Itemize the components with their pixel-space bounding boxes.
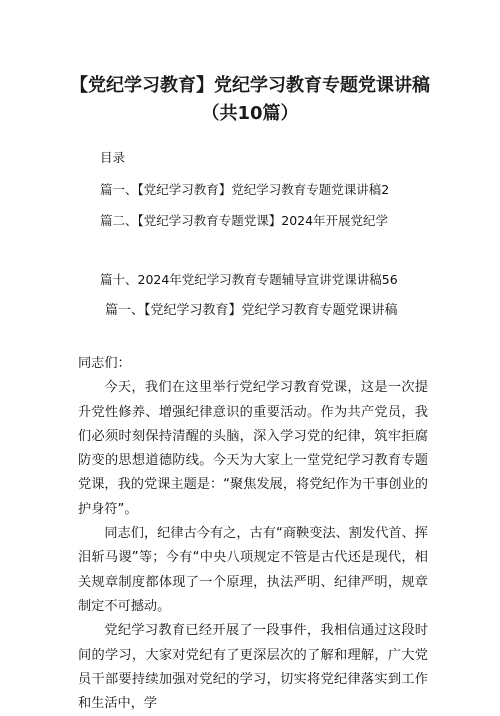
section-heading: 篇一、【党纪学习教育】党纪学习教育专题党课讲稿: [105, 303, 398, 318]
paragraph: 党纪学习教育已经开展了一段事件，我相信通过这段时间的学习，大家对党纪有了更深层次的了解和理解，广大党员干部要持续加强对党纪的学习，切实将党纪律落实到工作和生活中，学: [78, 623, 428, 712]
body-text: [78, 352, 428, 716]
toc-item: 篇十、2024年党纪学习教育专题辅导宣讲党课讲稿56: [100, 272, 398, 287]
paragraph: 同志们，纪律古今有之，古有“商鞅变法、割发代首、挥泪斩马谡”等；今有“中央八项规定不管是古代还是现代，相关规章制度都体现了一个原理，执法严明、纪律严明，规章制定不可撼动。: [78, 526, 428, 614]
toc-heading: 目录: [100, 150, 126, 165]
paragraph: 今天，我们在这里举行党纪学习教育党课，这是一次提升党性修养、增强纪律意识的重要活动。作为共产党员，我们必须时刻保持清醒的头脑，深入学习党的纪律，筑牢拒腐防变的思想道德防线。今天为大家上一堂党纪学习教育专题党课，我的党课主题是：“聚焦发展，将党纪作为干事创业的护身符”。: [78, 380, 428, 517]
toc-item: 篇一、【党纪学习教育】党纪学习教育专题党课讲稿2: [100, 182, 390, 197]
toc-item: 篇二、【党纪学习教育专题党课】2024年开展党纪学: [100, 213, 389, 228]
document-title: 【党纪学习教育】党纪学习教育专题党课讲稿（共10篇）: [70, 75, 430, 124]
salutation: 同志们：: [78, 356, 131, 371]
